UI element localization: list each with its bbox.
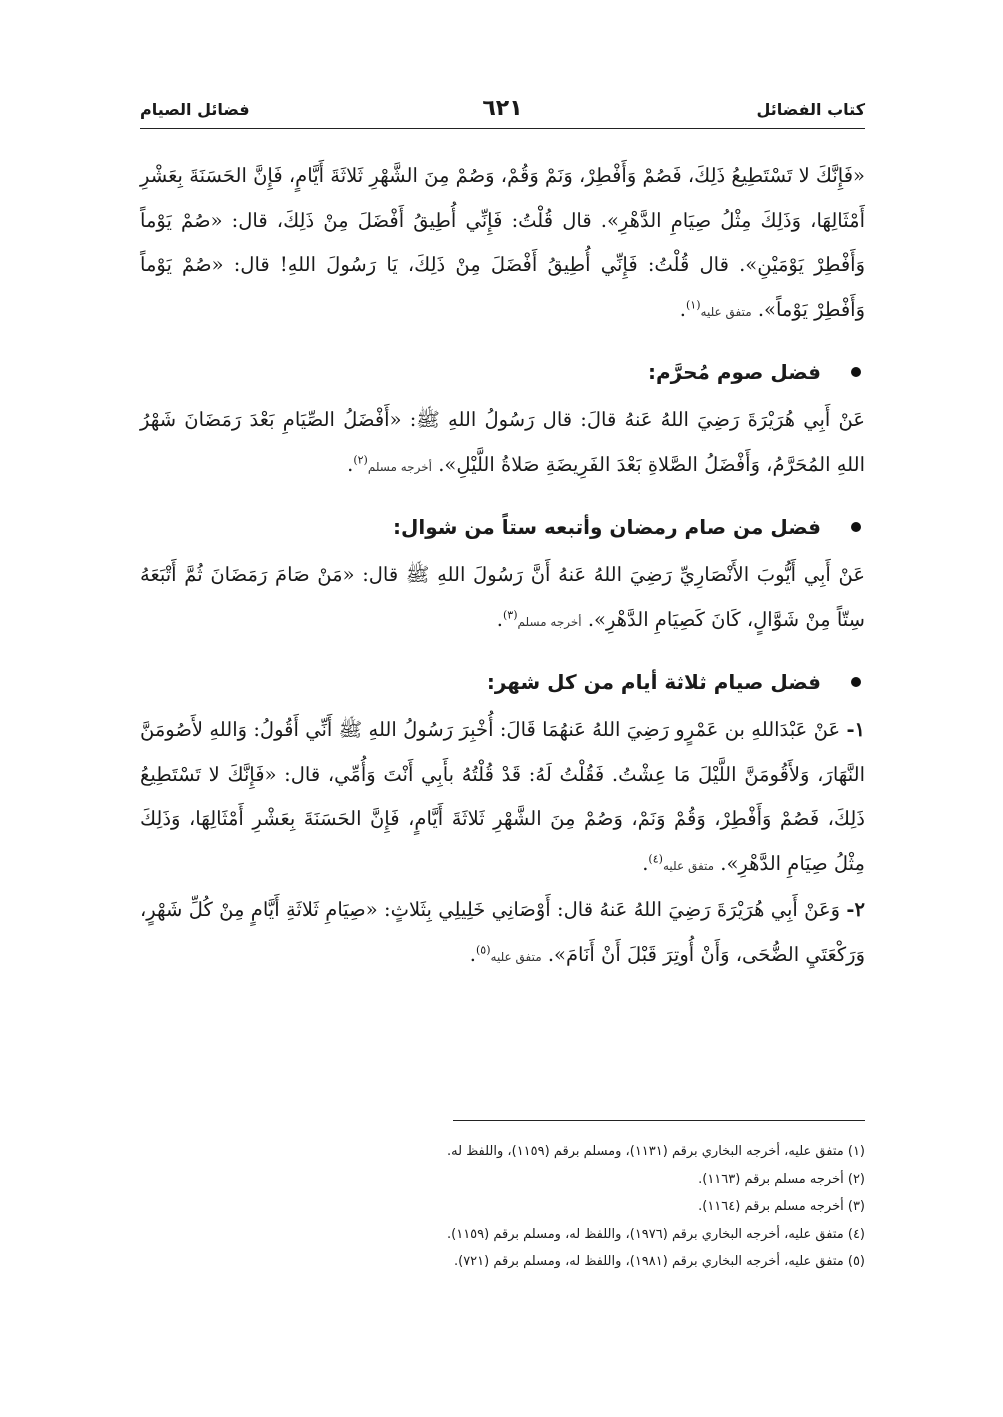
item-number: ١- [846,718,866,741]
footnote: (٥) متفق عليه، أخرجه البخاري برقم (١٩٨١)، واللفظ له، ومسلم برقم (٧٢١). [453,1254,865,1269]
main-text [140,150,865,979]
muharram-text: عَنْ أَبِي هُرَيْرَةَ رَضِيَ اللهُ عَنهُ قالَ: قال رَسُولُ اللهِ ﷺ: «أَفْضَلُ الصِّيَامِ بَعْدَ رَمَضَانَ شَهْرُ اللهِ المُحَرَّمُ، وَأَفْضَلُ الصَّلاةِ بَعْدَ الفَرِيضَةِ صَلاةُ اللَّيْلِ». [140,408,865,476]
section-title: فضائل الصيام [140,100,250,119]
running-header [140,96,865,130]
section-title-shawwal: فضل من صام رمضان وأتبعه ستاً من شوال: [393,515,821,539]
item-citation: متفق عليه [662,858,715,873]
intro-paragraph [140,154,865,334]
section-title-muharram: فضل صوم مُحرَّم: [648,360,821,384]
footnote-ref-3[interactable]: (٣) [502,608,518,621]
list-item [140,888,865,979]
footnote-ref-4[interactable]: (٤) [648,852,663,865]
intro-citation: متفق عليه [700,304,752,319]
footnote-ref-2[interactable]: (٢) [353,453,368,466]
footnote: (٤) متفق عليه، أخرجه البخاري برقم (١٩٧٦)، واللفظ له، ومسلم برقم (١١٥٩). [447,1226,865,1242]
item-end: . [469,942,476,966]
muharram-paragraph [140,398,865,489]
item-text: وَعَنْ أَبِي هُرَيْرَةَ رَضِيَ اللهُ عَنهُ قال: أَوْصَانِي خَلِيلِي بِثَلاثٍ: «صِيَامِ ثَلاثَةِ أَيَّامٍ مِنْ كُلِّ شَهْرٍ، وَرَكْعَتَيِ الضُّحَى، وَأَنْ أُوتِرَ قَبْلَ أَنْ أَنَامَ». [140,898,865,966]
intro-text: «فَإِنَّكَ لا تَسْتَطِيعُ ذَلِكَ، فَصُمْ وَأَفْطِرْ، وَنَمْ وَقُمْ، وَصُمْ مِنَ الشَّهْرِ ثَلاثَةَ أَيَّامٍ، فَإِنَّ الحَسَنَةَ بِعَشْرِ أَمْثَالِهَا، وَذَلِكَ مِثْلُ صِيَامِ الدَّهْرِ». قال قُلْتُ: فَإِنِّي أُطِيقُ أَفْضَلَ مِنْ ذَلِكَ، قال: «صُمْ يَوْماً وَأَفْطِرْ يَوْمَيْنِ». قال قُلْتُ: فَإِنِّي أُطِيقُ أَفْضَلَ مِنْ ذَلِكَ، يَا رَسُولَ اللهِ! قال: «صُمْ يَوْماً وَأَفْطِرْ يَوْماً». [140,164,865,321]
section-title-three-days: فضل صيام ثلاثة أيام من كل شهر: [486,670,821,694]
shawwal-citation: أخرجه مسلم [517,614,582,629]
bullet-icon [851,522,861,532]
book-title: كتاب الفضائل [756,100,865,119]
intro-end: . [679,297,686,321]
footnotes [140,1138,865,1276]
item-text: عَنْ عَبْدَاللهِ بن عَمْرٍو رَضِيَ اللهُ عَنهُمَا قَالَ: أُخْبِرَ رَسُولُ اللهِ ﷺ أَنِّي أَقُولُ: وَاللهِ لأَصُومَنَّ النَّهَارَ، وَلأَقُومَنَّ اللَّيْلَ مَا عِشْتُ. فَقُلْتُ لَهُ: قَدْ قُلْتُهُ بأَبِي أَنْتَ وَأُمِّي، قال: «فَإِنَّكَ لا تَسْتَطِيعُ ذَلِكَ، فَصُمْ وَأَفْطِرْ، وَقُمْ وَنَمْ، وَصُمْ مِنَ الشَّهْرِ ثَلاثَةَ أَيَّامٍ، فَإِنَّ الحَسَنَةَ بِعَشْرِ أَمْثَالِهَا، وَذَلِكَ مِثْلُ صِيَامِ الدَّهْرِ». [140,718,865,875]
bullet-icon [851,367,861,377]
muharram-citation: أخرجه مسلم [367,459,432,474]
item-end: . [642,851,649,875]
footnote-ref-5[interactable]: (٥) [476,943,491,956]
footnote-divider [453,1120,865,1121]
section-heading-muharram [140,352,865,392]
header-divider [140,128,865,129]
shawwal-paragraph [140,553,865,644]
footnote: (٢) أخرجه مسلم برقم (١١٦٣). [698,1171,865,1187]
item-number: ٢- [846,898,865,921]
footnote: (٣) أخرجه مسلم برقم (١١٦٤). [698,1199,865,1214]
footnote-ref-1[interactable]: (١) [686,298,701,311]
page-number: ٦٢١ [482,96,523,121]
shawwal-text: عَنْ أَبِي أَيُّوبَ الأَنْصَارِيِّ رَضِيَ اللهُ عَنهُ أَنَّ رَسُولَ اللهِ ﷺ قال: «مَنْ صَامَ رَمَضَانَ ثُمَّ أَتْبَعَهُ سِتّاً مِنْ شَوَّالٍ، كَانَ كَصِيَامِ الدَّهْرِ». [140,563,865,631]
bullet-icon [851,677,861,687]
section-heading-three-days [140,662,865,702]
item-citation: متفق عليه [490,949,542,964]
footnote: (١) متفق عليه، أخرجه البخاري برقم (١١٣١)، ومسلم برقم (١١٥٩)، واللفظ له. [447,1144,865,1159]
shawwal-end: . [496,607,503,631]
section-heading-shawwal [140,507,865,547]
muharram-end: . [347,452,354,476]
list-item [140,708,865,888]
